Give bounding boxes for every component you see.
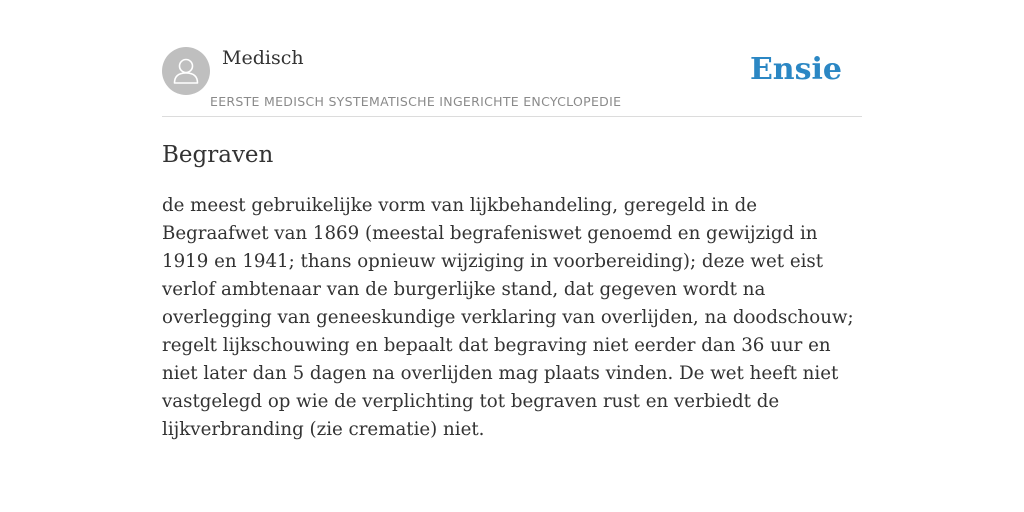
author-name[interactable]: Medisch [222, 47, 304, 69]
entry-title: Begraven [162, 142, 274, 168]
brand-logo[interactable]: Ensie [749, 52, 842, 87]
user-avatar-icon[interactable] [162, 47, 210, 95]
entry-header [162, 46, 862, 117]
source-title[interactable]: EERSTE MEDISCH SYSTEMATISCHE INGERICHTE ENCYCLOPEDIE [210, 94, 622, 109]
entry-body: de meest gebruikelijke vorm van lijkbehandeling, geregeld in de Begraafwet van 1869 (meestal begrafeniswet genoemd en gewijzigd in 1919 en 1941; thans opnieuw wijziging in voorbereiding); deze wet eist verlof ambtenaar van de burgerlijke stand, dat gegeven wordt na overlegging van geneeskundige verklaring van overlijden, na doodschouw; regelt lijkschouwing en bepaalt dat begraving niet eerder dan 36 uur en niet later dan 5 dagen na overlijden mag plaats vinden. De wet heeft niet vastgelegd op wie de verplichting tot begraven rust en verbiedt de lijkverbranding (zie crematie) niet. [162, 195, 854, 440]
